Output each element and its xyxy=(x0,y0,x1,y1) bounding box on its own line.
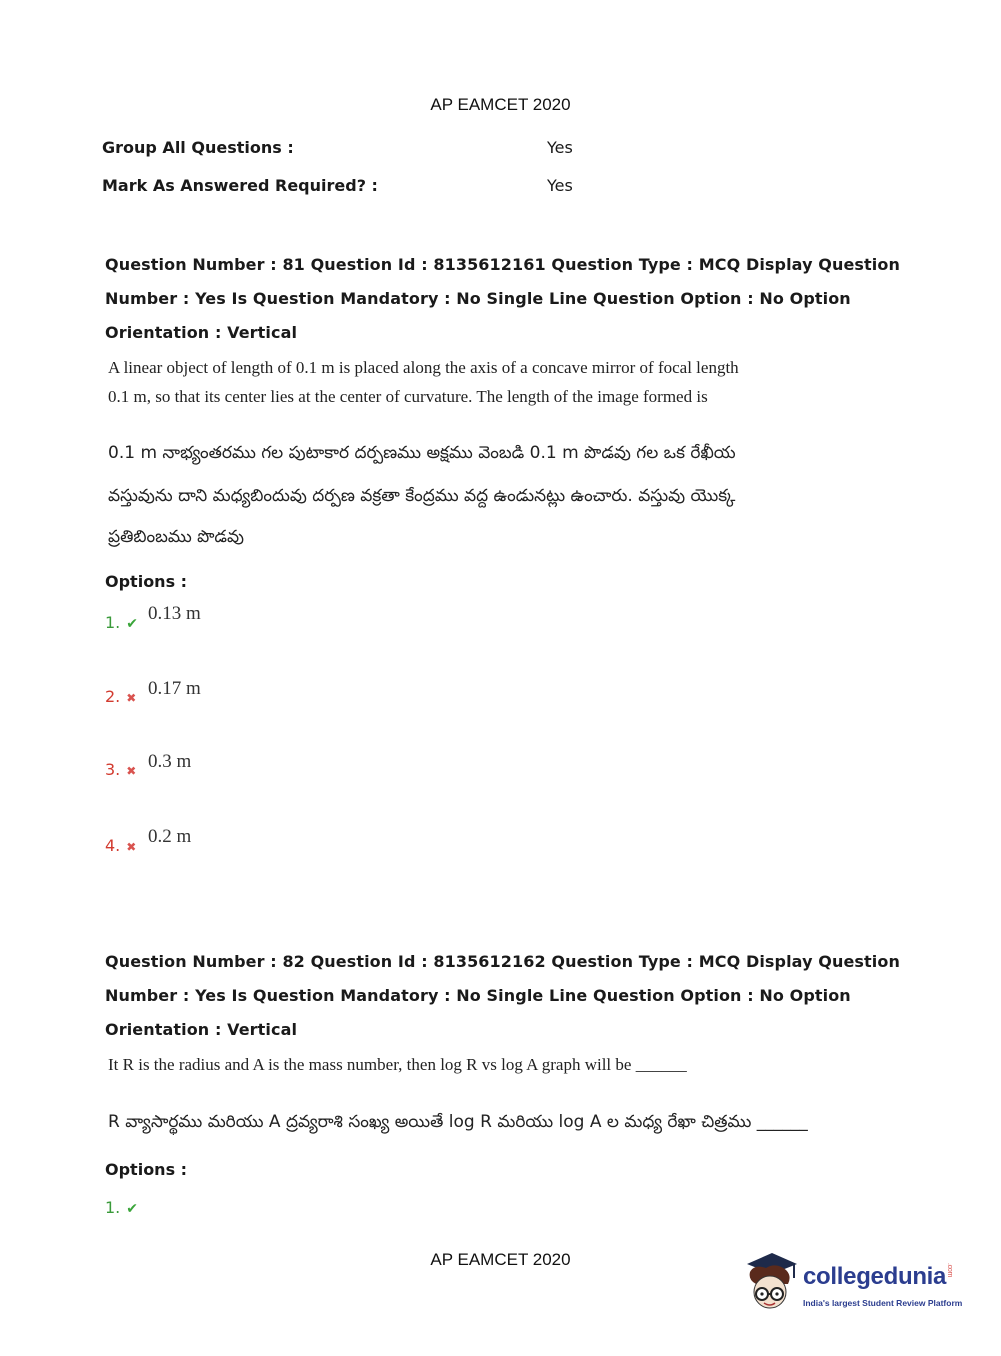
question-header-line: Number : Yes Is Question Mandatory : No Single Line Question Option : No Option xyxy=(105,986,851,1005)
group-all-questions-label: Group All Questions : xyxy=(102,138,294,157)
question-text-en: 0.1 m, so that its center lies at the center of curvature. The length of the image formed is xyxy=(108,387,708,406)
question-header-line: Orientation : Vertical xyxy=(105,323,298,342)
option-4-number: 4. ✖ xyxy=(105,836,137,855)
option-2-value: 0.17 m xyxy=(148,678,201,699)
option-1-value: 0.13 m xyxy=(148,603,201,624)
group-all-questions-value: Yes xyxy=(547,138,573,157)
option-1-number: 1. ✔ xyxy=(105,613,138,632)
question-header-line: Question Number : 81 Question Id : 8135612161 Question Type : MCQ Display Question xyxy=(105,255,900,274)
collegedunia-logo-mascot xyxy=(742,1250,802,1320)
question-text-te: వస్తువును దాని మధ్యబిందువు దర్పణ వక్రతా కేంద్రము వద్ద ఉండునట్లు ఉంచారు. వస్తువు యొక్క xyxy=(108,486,736,506)
checkmark-icon: ✔ xyxy=(126,616,138,632)
checkmark-icon: ✔ xyxy=(126,1201,138,1217)
question-header-line: Number : Yes Is Question Mandatory : No Single Line Question Option : No Option xyxy=(105,289,851,308)
options-label: Options : xyxy=(105,572,188,591)
option-2-number: 2. ✖ xyxy=(105,687,137,706)
question-text-en: It R is the radius and A is the mass number, then log R vs log A graph will be ______ xyxy=(108,1055,687,1074)
cross-icon: ✖ xyxy=(126,840,137,854)
question-text-te: ప్రతిబింబము పొడవు xyxy=(108,527,244,547)
page-header-title: AP EAMCET 2020 xyxy=(430,95,571,114)
cross-icon: ✖ xyxy=(126,764,137,778)
option-4-value: 0.2 m xyxy=(148,826,192,847)
mark-as-answered-label: Mark As Answered Required? : xyxy=(102,176,378,195)
question-text-en: A linear object of length of 0.1 m is placed along the axis of a concave mirror of focal length xyxy=(108,358,739,377)
mark-as-answered-value: Yes xyxy=(547,176,573,195)
collegedunia-logo-tagline: India's largest Student Review Platform xyxy=(803,1298,963,1308)
question-text-te: R వ్యాసార్థము మరియు A ద్రవ్యరాశి సంఖ్య అయితే log R మరియు log A ల మధ్య రేఖా చిత్రము ______ xyxy=(108,1112,808,1132)
page-footer-title: AP EAMCET 2020 xyxy=(430,1250,571,1269)
option-1-number: 1. ✔ xyxy=(105,1198,138,1217)
cross-icon: ✖ xyxy=(126,691,137,705)
option-3-number: 3. ✖ xyxy=(105,760,137,779)
question-header-line: Orientation : Vertical xyxy=(105,1020,298,1039)
option-3-value: 0.3 m xyxy=(148,751,192,772)
question-text-te: 0.1 m నాభ్యంతరము గల పుటాకార దర్పణము అక్షము వెంబడి 0.1 m పొడవు గల ఒక రేఖీయ xyxy=(108,443,736,463)
options-label: Options : xyxy=(105,1160,188,1179)
collegedunia-logo-wordmark: collegedunia.com xyxy=(803,1263,954,1290)
question-header-line: Question Number : 82 Question Id : 8135612162 Question Type : MCQ Display Question xyxy=(105,952,900,971)
